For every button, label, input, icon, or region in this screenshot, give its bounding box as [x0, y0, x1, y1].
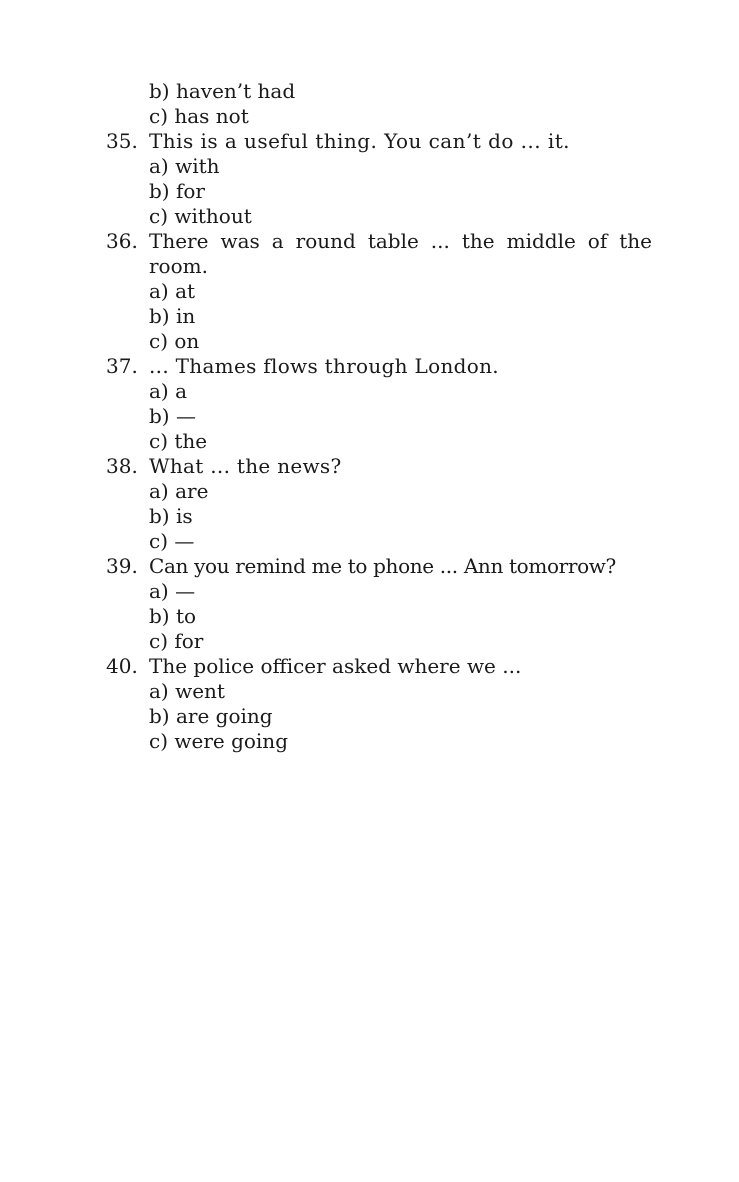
question-36 [106, 229, 652, 279]
option-a: a) went [149, 679, 225, 703]
question-number: 37. [106, 354, 138, 378]
question-number: 36. [106, 229, 138, 253]
option-a: a) a [149, 379, 188, 403]
option-a: a) are [149, 479, 209, 503]
question-35 [106, 129, 652, 154]
question-38 [106, 454, 652, 479]
option-b: b) are going [149, 704, 273, 728]
question-number: 35. [106, 129, 138, 153]
option-a: a) with [149, 154, 220, 178]
continued-option-b: b) haven’t had [149, 79, 296, 103]
option-c: c) without [149, 204, 252, 228]
option-b: b) in [149, 304, 196, 328]
option-c: c) the [149, 429, 208, 453]
question-text: ... Thames flows through London. [149, 354, 499, 378]
question-text: What ... the news? [149, 454, 342, 478]
question-39 [106, 554, 652, 579]
question-37 [106, 354, 652, 379]
question-number: 39. [106, 554, 138, 578]
question-text: The police officer asked where we ... [149, 654, 522, 678]
question-40 [106, 654, 652, 679]
option-c: c) — [149, 529, 195, 553]
option-b: b) — [149, 404, 196, 428]
question-text: Can you remind me to phone ... Ann tomorrow? [149, 554, 616, 578]
question-number: 40. [106, 654, 138, 678]
option-c: c) on [149, 329, 200, 353]
option-b: b) for [149, 179, 205, 203]
option-a: a) at [149, 279, 196, 303]
question-text: There was a round table ... the middle of the room. [149, 229, 652, 278]
option-a: a) — [149, 579, 196, 603]
option-b: b) to [149, 604, 197, 628]
option-b: b) is [149, 504, 193, 528]
continued-option-c: c) has not [149, 104, 249, 128]
question-text: This is a useful thing. You can’t do ... it. [149, 129, 570, 153]
option-c: c) were going [149, 729, 288, 753]
question-number: 38. [106, 454, 138, 478]
test-questions [106, 79, 652, 754]
option-c: c) for [149, 629, 204, 653]
